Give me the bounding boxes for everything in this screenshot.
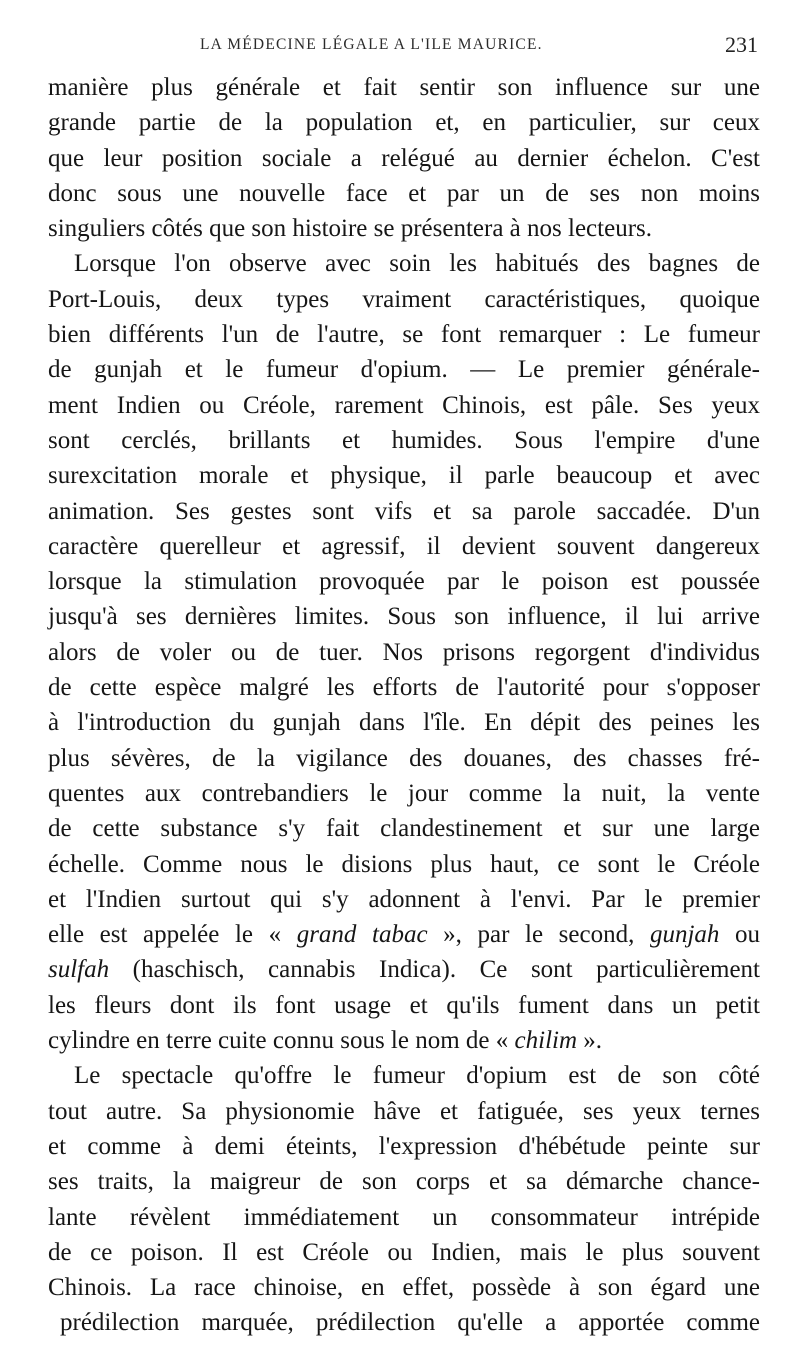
text-line: de cette substance s'y fait clandestinement et sur une large [48, 815, 760, 843]
text-line: de gunjah et le fumeur d'opium. — Le premier générale- [48, 356, 760, 384]
text-line: cylindre en terre cuite connu sous le nom de « chilim ». [48, 1027, 603, 1055]
italic-term: grand tabac [296, 921, 428, 949]
text-line: manière plus générale et fait sentir son influence sur une [48, 74, 760, 101]
text-line: sulfah (haschisch, cannabis Indica). Ce sont particulièrement [48, 956, 760, 984]
text-line: de ce poison. Il est Créole ou Indien, mais le plus souvent [48, 1238, 760, 1266]
text-line: lante révèlent immédiatement un consommateur intrépide [48, 1203, 760, 1231]
text-line: alors de voler ou de tuer. Nos prisons regorgent d'individus [48, 638, 760, 666]
text-line: donc sous une nouvelle face et par un de ses non moins [48, 179, 760, 207]
paragraph-start-line: Lorsque l'on observe avec soin les habitués des bagnes de [74, 250, 760, 278]
text-line: sont cerclés, brillants et humides. Sous l'empire d'une [48, 426, 760, 454]
text-line: surexcitation morale et physique, il parle beaucoup et avec [48, 462, 760, 490]
text-line: ses traits, la maigreur de son corps et sa démarche chance- [48, 1168, 760, 1196]
text-line: bien différents l'un de l'autre, se font remarquer : Le fumeur [48, 321, 760, 349]
text-line: plus sévères, de la vigilance des douanes, des chasses fré- [48, 744, 760, 772]
body-text [48, 70, 760, 1341]
text-line: Chinois. La race chinoise, en effet, possède à son égard une [48, 1274, 760, 1302]
running-title: LA MÉDECINE LÉGALE A L'ILE MAURICE. [200, 36, 543, 53]
text-line: de cette espèce malgré les efforts de l'autorité pour s'opposer [48, 674, 760, 702]
text-line: que leur position sociale a relégué au dernier échelon. C'est [48, 144, 760, 172]
italic-term: gunjah [649, 921, 720, 949]
italic-term: sulfah [48, 956, 110, 984]
text-line: elle est appelée le « grand tabac », par le second, gunjah ou [48, 921, 761, 949]
text-line: et comme à demi éteints, l'expression d'hébétude peinte sur [48, 1132, 760, 1160]
text-line: quentes aux contrebandiers le jour comme la nuit, la vente [48, 779, 760, 807]
italic-term: chilim [514, 1027, 578, 1055]
text-line: singuliers côtés que son histoire se présentera à nos lecteurs. [48, 215, 652, 243]
text-line: caractère querelleur et agressif, il devient souvent dangereux [48, 532, 760, 560]
text-line: grande partie de la population et, en particulier, sur ceux [48, 109, 760, 137]
text-line: prédilection marquée, prédilection qu'elle a apportée comme [60, 1309, 760, 1337]
text-line: animation. Ses gestes sont vifs et sa parole saccadée. D'un [48, 497, 760, 525]
text-line: échelle. Comme nous le disions plus haut, ce sont le Créole [48, 850, 760, 878]
text-line: jusqu'à ses dernières limites. Sous son influence, il lui arrive [48, 603, 760, 631]
text-line: les fleurs dont ils font usage et qu'ils fument dans un petit [48, 991, 760, 1019]
page-number: 231 [725, 32, 758, 57]
page-header [48, 30, 758, 64]
text-line: à l'introduction du gunjah dans l'île. En dépit des peines les [48, 709, 760, 737]
text-line: tout autre. Sa physionomie hâve et fatiguée, ses yeux ternes [48, 1097, 760, 1125]
paragraph-start-line: Le spectacle qu'offre le fumeur d'opium est de son côté [74, 1062, 760, 1090]
text-line: lorsque la stimulation provoquée par le poison est poussée [48, 568, 760, 596]
text-line: et l'Indien surtout qui s'y adonnent à l'envi. Par le premier [48, 885, 760, 913]
text-line: ment Indien ou Créole, rarement Chinois, est pâle. Ses yeux [48, 391, 760, 419]
text-line: Port-Louis, deux types vraiment caractéristiques, quoique [48, 285, 760, 313]
